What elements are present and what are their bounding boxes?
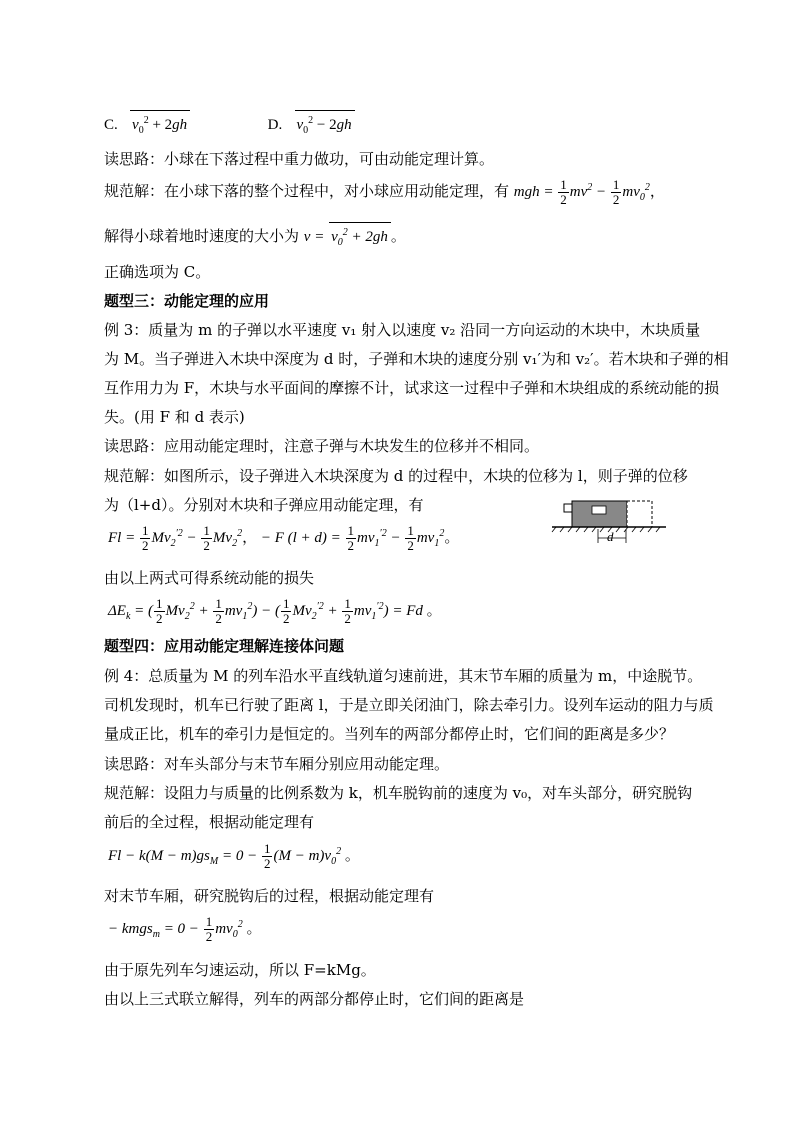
ex3-loss-intro: 由以上两式可得系统动能的损失	[104, 569, 315, 587]
ex4-uniform: 由于原先列车匀速运动，所以 F=kMg。	[104, 961, 376, 979]
ex3-text-3: 互作用力为 F，木块与水平面间的摩擦不计，试求这一过程中子弹和木块组成的系统动能的损	[104, 379, 720, 397]
option-d-formula: $v_0^2 - 2gh$	[295, 110, 355, 141]
ex4-think: 读思路：对车头部分与末节车厢分别应用动能定理。	[104, 755, 450, 773]
option-c-formula: $v_0^2 + 2gh$	[130, 110, 190, 141]
ex3-loss-equation: $\Delta E_k$ = ( $\frac{1}{2}$ $Mv_2^2$ + $\frac{1}{2}$ $mv_1^2$) − ( $\frac{1}{2}$ $Mv_2^{'2}$ + $\frac{1}{2}$ $mv_1^{'2}) = Fd$ 。	[108, 596, 442, 627]
ex4-tail-intro: 对末节车厢，研究脱钩后的过程，根据动能定理有	[104, 887, 435, 905]
bullet-inside-icon	[592, 506, 606, 514]
ex4-head-equation: $Fl - k(M - m)gs_M = 0$ − $\frac{1}{2}$ $(M - m)v_0^2$ 。	[108, 841, 360, 872]
ex2-result-formula: $v = v_0^2 + 2gh$	[304, 229, 391, 245]
ex3-think: 读思路：应用动能定理时，注意子弹与木块发生的位移并不相同。	[104, 437, 540, 455]
ex3-equations: Fl = $\frac{1}{2}$ $Mv_2^{'2}$ − $\frac{1}{2}$ $Mv_2^2$， − F (l + d) = $\frac{1}{2}$ $mv_1^{'2}$ − $\frac{1}{2}$ $mv_1^2$。	[108, 523, 460, 554]
ex4-text-3: 量成正比，机车的牵引力是恒定的。当列车的两部分都停止时，它们间的距离是多少？	[104, 725, 675, 743]
ex4-text-2: 司机发现时，机车已行驶了距离 l，于是立即关闭油门，除去牵引力。设列车运动的阻力与质	[104, 696, 714, 714]
option-c-d-line	[104, 110, 355, 141]
section4-title: 题型四：应用动能定理解连接体问题	[104, 637, 345, 655]
ex3-solution-1: 规范解：如图所示，设子弹进入木块深度为 d 的过程中，木块的位移为 l，则子弹的位移	[104, 467, 688, 485]
ex2-solution-line: 规范解：在小球下落的整个过程中，对小球应用动能定理，有 mgh = $\frac{1}{2}$ $mv^2$ − $\frac{1}{2}$ $mv_0^2$，	[104, 177, 665, 208]
ex2-solution-prefix: 规范解：在小球下落的整个过程中，对小球应用动能定理，有	[104, 182, 510, 200]
ex3-solution-2: 为（l+d）。分别对木块和子弹应用动能定理，有	[104, 496, 424, 514]
option-c-label: C.	[104, 117, 118, 133]
ex3-text-2: 为 M。当子弹进入木块中深度为 d 时，子弹和木块的速度分别 v₁′为和 v₂′。若木块和子弹的相	[104, 350, 729, 368]
block-final	[627, 501, 652, 527]
ex2-think: 读思路：小球在下落过程中重力做功，可由动能定理计算。	[104, 150, 495, 168]
ex4-text-1: 例 4：总质量为 M 的列车沿水平直线轨道匀速前进，其末节车厢的质量为 m，中途脱节。	[104, 667, 703, 685]
bullet-block-figure	[548, 497, 668, 557]
ex3-text-4: 失。(用 F 和 d 表示)	[104, 408, 245, 426]
ex4-solution-1: 规范解：设阻力与质量的比例系数为 k，机车脱钩前的速度为 v₀，对车头部分，研究脱钩	[104, 784, 693, 802]
section3-title: 题型三：动能定理的应用	[104, 292, 270, 310]
ex3-text-1: 例 3：质量为 m 的子弹以水平速度 v₁ 射入以速度 v₂ 沿同一方向运动的木块中，木块质量	[104, 321, 701, 339]
option-d-label: D.	[267, 117, 283, 133]
ex2-energy-equation: mgh = $\frac{1}{2}$ $mv^2$ − $\frac{1}{2}$ $mv_0^2$	[513, 177, 650, 208]
ex4-tail-equation: − kmgs$_m$ = 0 − $\frac{1}{2}$ $mv_0^2$ 。	[108, 914, 262, 945]
figure-d-label: d	[607, 529, 614, 544]
ex4-conclusion: 由以上三式联立解得，列车的两部分都停止时，它们间的距离是	[104, 990, 525, 1008]
ex2-answer: 正确选项为 C。	[104, 263, 211, 281]
ex2-result-line: 解得小球着地时速度的大小为 $v = v_0^2 + 2gh$ 。	[104, 222, 406, 253]
ex2-result-prefix: 解得小球着地时速度的大小为	[104, 227, 300, 245]
bullet-icon	[564, 504, 572, 512]
ex4-solution-2: 前后的全过程，根据动能定理有	[104, 813, 315, 831]
